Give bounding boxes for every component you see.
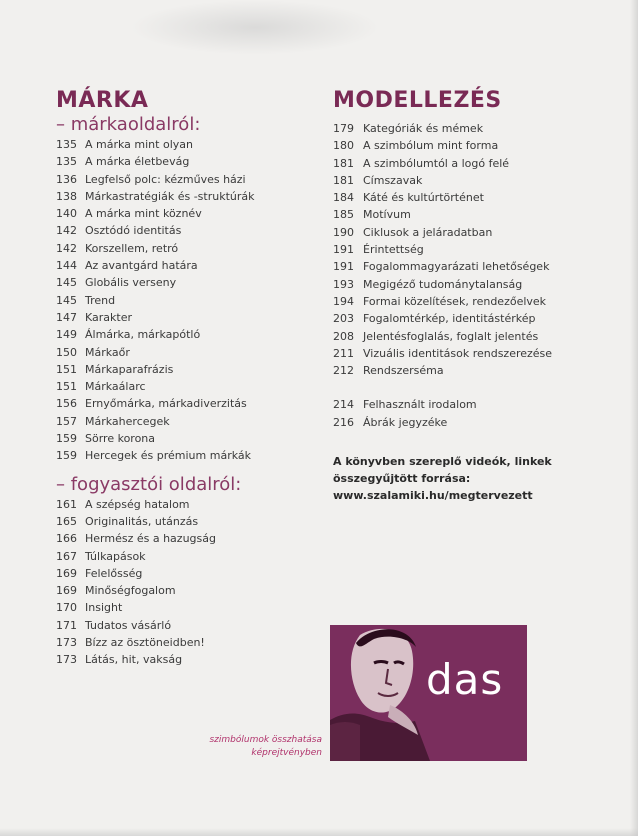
toc-entry [333,258,623,275]
toc-entry-title: Fogalommagyarázati lehetőségek [363,260,550,274]
toc-entry [333,276,623,293]
toc-page-number: 140 [56,207,77,221]
toc-entry-title: Felhasznált irodalom [363,398,477,412]
toc-page-number: 157 [56,414,77,428]
marka-entry-list-brand-side [56,136,306,465]
appendix-entry-list [333,396,623,431]
toc-page-number: 214 [333,398,354,412]
toc-entry [333,172,623,189]
toc-page-number: 181 [333,173,354,187]
toc-entry-title: Karakter [85,310,132,324]
toc-entry-title: Márkaőr [85,345,130,359]
toc-page-number: 161 [56,497,77,511]
toc-entry-title: Rendszerséma [363,364,444,378]
sources-note-line-2: összegyűjtött forrása: [333,472,471,486]
toc-entry [333,310,623,327]
toc-page-number: 180 [333,139,354,153]
toc-entry-title: A márka életbevág [85,155,190,169]
toc-entry [56,274,306,291]
spacer [333,379,623,396]
toc-entry-title: Vizuális identitások rendszerezése [363,346,553,360]
page-edge-shadow [630,0,638,836]
toc-entry [56,599,306,616]
toc-page-number: 138 [56,189,77,203]
toc-page-number: 181 [333,156,354,170]
marka-subheading-consumer-side: – fogyasztói oldalról: [56,473,242,495]
toc-entry [333,241,623,258]
toc-page-number: 191 [333,243,354,257]
toc-entry-title: Motívum [363,208,411,222]
figure-caption [190,734,322,760]
toc-entry [56,513,306,530]
toc-page-number: 173 [56,653,77,667]
marka-entry-list-consumer-side [56,496,306,669]
modellezes-entry-list [333,120,623,379]
toc-page-number: 135 [56,138,77,151]
toc-page-number: 170 [56,601,77,615]
toc-entry [333,345,623,362]
toc-entry-title: Formai közelítések, rendezőelvek [363,294,547,308]
toc-page-number: 159 [56,432,77,446]
toc-entry [56,136,306,153]
toc-entry [56,395,306,412]
toc-entry [333,396,623,413]
toc-entry [56,205,306,222]
toc-entry [333,206,623,223]
toc-page-number: 150 [56,345,77,359]
marka-heading: MÁRKA [56,88,149,113]
toc-entry [333,120,623,137]
toc-page-number: 145 [56,276,77,290]
toc-entry [56,171,306,188]
toc-page-number: 144 [56,259,77,273]
toc-entry [333,224,623,241]
toc-entry-title: Márkaálarc [85,380,146,394]
toc-entry [333,414,623,431]
toc-entry [333,137,623,154]
toc-entry [56,378,306,395]
toc-entry [56,188,306,205]
scan-smudge [130,0,380,55]
toc-page-number: 185 [333,208,354,222]
toc-entry-title: A márka mint olyan [85,138,193,151]
portrait-figure [330,625,527,761]
toc-page-number: 169 [56,566,77,580]
marka-section [56,88,306,669]
toc-entry [56,634,306,651]
toc-page-number: 184 [333,191,354,205]
toc-page-number: 145 [56,293,77,307]
toc-page-number: 166 [56,532,77,546]
toc-page-number: 169 [56,584,77,598]
toc-entry-title: Az avantgárd határa [85,259,198,273]
modellezes-heading: MODELLEZÉS [333,88,502,113]
toc-page-number: 156 [56,397,77,411]
toc-entry [333,328,623,345]
marka-subheading-brand-side: – márkaoldalról: [56,114,201,135]
toc-entry-title: Sörre korona [85,432,156,446]
toc-entry-title: Káté és kultúrtörténet [363,191,484,205]
toc-page-number: 190 [333,225,354,239]
toc-entry-title: A szimbólumtól a logó felé [363,156,510,170]
toc-entry-title: Korszellem, retró [85,241,179,255]
sources-note-line-1: A könyvben szereplő videók, linkek [333,455,552,469]
figure-caption-line-2: képrejtvényben [251,748,322,758]
toc-page-number: 165 [56,514,77,528]
toc-entry [56,496,306,513]
modellezes-section [333,88,623,504]
toc-entry-title: Érintettség [363,243,424,257]
toc-entry-title: Álmárka, márkapótló [85,328,201,342]
toc-entry-title: Legfelső polc: kézműves házi [85,172,246,186]
toc-entry-title: Kategóriák és mémek [363,122,484,135]
toc-entry-title: Túlkapások [85,549,146,563]
toc-entry-title: Látás, hit, vakság [85,653,183,667]
toc-page-number: 142 [56,241,77,255]
toc-entry-title: Insight [85,601,123,615]
toc-entry-title: Bízz az ösztöneidben! [85,636,205,650]
toc-entry-title: Márkastratégiák és -struktúrák [85,189,255,203]
toc-entry [56,309,306,326]
toc-entry [56,326,306,343]
toc-entry-title: Hercegek és prémium márkák [85,449,251,463]
toc-entry-title: Tudatos vásárló [85,618,172,632]
toc-page-number: 159 [56,449,77,463]
toc-entry-title: Fogalomtérkép, identitástérkép [363,312,536,326]
toc-entry [56,565,306,582]
toc-entry-title: Ciklusok a jeláradatban [363,225,493,239]
toc-entry-title: Originalitás, utánzás [85,514,199,528]
sources-note [333,453,623,504]
toc-page-number: 194 [333,294,354,308]
toc-page-number: 212 [333,364,354,378]
toc-entry-title: Márkaparafrázis [85,362,174,376]
toc-entry [56,153,306,170]
toc-entry-title: A márka mint köznév [85,207,202,221]
toc-page-number: 208 [333,329,354,343]
toc-entry [333,293,623,310]
toc-page-number: 136 [56,172,77,186]
toc-page-number: 211 [333,346,354,360]
toc-page-number: 179 [333,122,354,135]
toc-entry [56,257,306,274]
toc-page-number: 171 [56,618,77,632]
sources-note-url[interactable]: www.szalamiki.hu/megtervezett [333,489,533,503]
toc-entry [56,222,306,239]
toc-entry [333,362,623,379]
toc-entry [56,530,306,547]
toc-page-number: 203 [333,312,354,326]
toc-entry-title: Globális verseny [85,276,177,290]
toc-entry-title: Megigéző tudománytalanság [363,277,523,291]
page-bottom-shadow [0,828,638,836]
toc-entry [56,447,306,464]
toc-entry [56,617,306,634]
toc-entry [56,292,306,309]
toc-page-number: 151 [56,380,77,394]
toc-entry-title: Osztódó identitás [85,224,182,238]
toc-entry-title: Trend [85,293,116,307]
toc-page-number: 149 [56,328,77,342]
toc-entry [56,344,306,361]
toc-entry [56,582,306,599]
toc-page-number: 147 [56,310,77,324]
toc-page-number: 151 [56,362,77,376]
toc-entry-title: A szimbólum mint forma [363,139,499,153]
toc-entry-title: A szépség hatalom [85,497,190,511]
toc-entry [56,240,306,257]
toc-entry [333,155,623,172]
toc-entry-title: Ábrák jegyzéke [363,415,448,429]
toc-entry [56,361,306,378]
toc-page-number: 167 [56,549,77,563]
toc-page-number: 135 [56,155,77,169]
toc-page-number: 216 [333,415,354,429]
toc-entry [56,548,306,565]
toc-entry-title: Jelentésfoglalás, foglalt jelentés [363,329,539,343]
toc-entry [56,651,306,668]
toc-page-number: 142 [56,224,77,238]
toc-page-number: 191 [333,260,354,274]
toc-page-number: 173 [56,636,77,650]
portrait-word: das [426,655,504,704]
toc-entry-title: Felelősség [85,566,143,580]
toc-entry [333,189,623,206]
toc-entry-title: Címszavak [363,173,423,187]
toc-entry-title: Hermész és a hazugság [85,532,216,546]
figure-caption-line-1: szimbólumok összhatása [209,735,322,745]
toc-entry-title: Minőségfogalom [85,584,176,598]
toc-entry [56,430,306,447]
toc-entry-title: Ernyőmárka, márkadiverzitás [85,397,247,411]
toc-entry [56,413,306,430]
toc-entry-title: Márkahercegek [85,414,170,428]
toc-page-number: 193 [333,277,354,291]
